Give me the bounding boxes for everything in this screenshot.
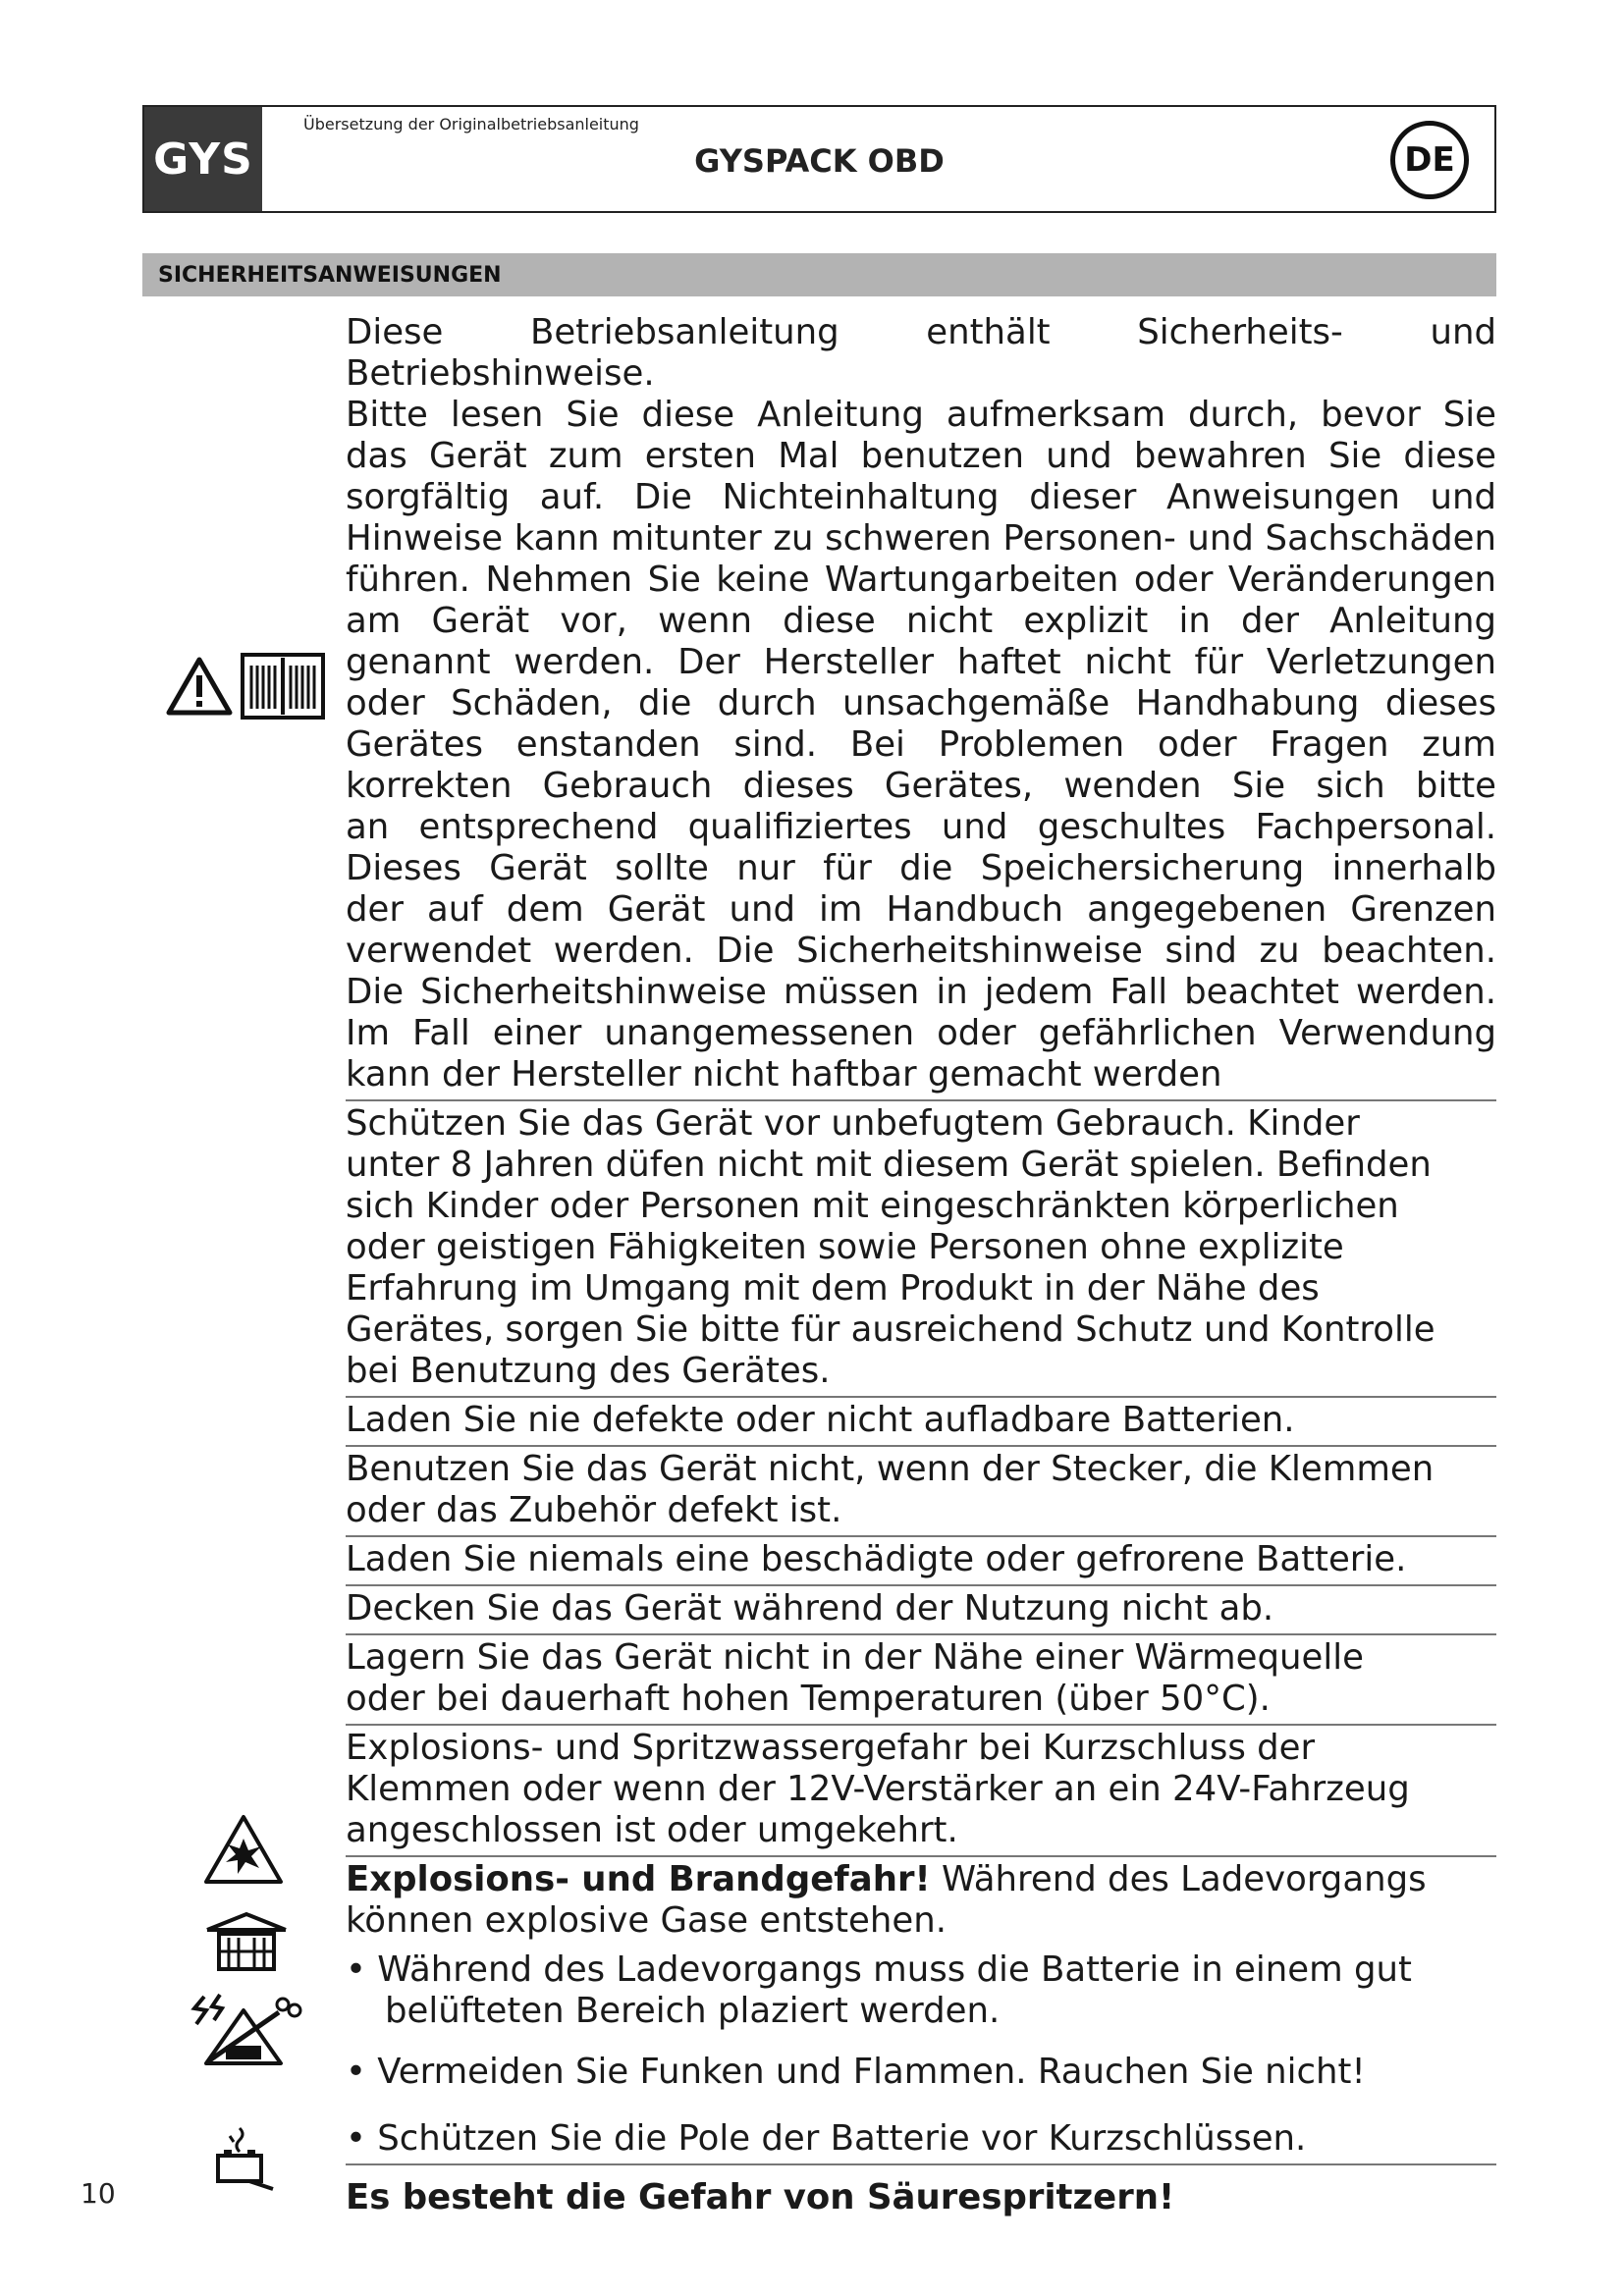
header-subtitle: Übersetzung der Originalbetriebsanleitung (303, 115, 639, 133)
text-line: oder Schäden, die durch unsachgemäße Handhabung dieses (346, 683, 1496, 723)
rule-item (346, 1398, 1496, 1447)
acid-warning (346, 2165, 1496, 2222)
text-line (346, 1859, 1496, 1900)
logo-text: GYS (153, 133, 253, 185)
text-line: oder bei dauerhaft hohen Temperaturen (über 50°C). (346, 1679, 1271, 1719)
document-header (142, 105, 1496, 213)
text-line: Klemmen oder wenn der 12V-Verstärker an ein 24V-Fahrzeug (346, 1769, 1410, 1809)
text-line: oder geistigen Fähigkeiten sowie Personen ohne explizite (346, 1227, 1344, 1267)
text-line: korrekten Gebrauch dieses Gerätes, wenden Sie sich bitte (346, 766, 1496, 806)
rule-item (346, 1447, 1496, 1537)
text-line: Im Fall einer unangemessenen oder gefährlichen Verwendung (346, 1013, 1496, 1053)
ventilation-bullet: • Während des Ladevorgangs muss die Batterie in einem gut (346, 1949, 1412, 1990)
text-line: Gerätes enstanden sind. Bei Problemen oder Fragen zum (346, 724, 1496, 765)
text-line: genannt werden. Der Hersteller haftet nicht für Verletzungen (346, 642, 1496, 682)
text-line: sorgfältig auf. Die Nichteinhaltung dieser Anweisungen und (346, 477, 1496, 517)
text-line: kann der Hersteller nicht haftbar gemacht werden (346, 1054, 1222, 1095)
text-line: sich Kinder oder Personen mit eingeschränkten körperlichen (346, 1186, 1399, 1226)
children-warning (346, 1101, 1496, 1398)
text-line: am Gerät vor, wenn diese nicht explizit in der Anleitung (346, 601, 1496, 641)
text-line: an entsprechend qualifiziertes und geschultes Fachpersonal. (346, 807, 1496, 847)
short-circuit-bullet: • Schützen Sie die Pole der Batterie vor Kurzschlüssen. (346, 2118, 1307, 2159)
rule-item (346, 1726, 1496, 1857)
language-badge: DE (1390, 121, 1469, 199)
text-line: Schützen Sie das Gerät vor unbefugtem Gebrauch. Kinder (346, 1103, 1360, 1144)
explosion-warning-text: Während des Ladevorgangs (930, 1859, 1427, 1899)
text-line: oder das Zubehör defekt ist. (346, 1490, 842, 1530)
text-line: Explosions- und Spritzwassergefahr bei Kurzschluss der (346, 1728, 1316, 1768)
ventilation-icon (203, 1910, 290, 1973)
safety-content (346, 310, 1496, 2222)
text-line: der auf dem Gerät und im Handbuch angegebenen Grenzen (346, 889, 1496, 930)
text-line: Bitte lesen Sie diese Anleitung aufmerksam durch, bevor Sie (346, 395, 1496, 435)
text-line: können explosive Gase entstehen. (346, 1900, 947, 1941)
text-line: das Gerät zum ersten Mal benutzen und bewahren Sie diese (346, 436, 1496, 476)
text-line: Diese Betriebsanleitung enthält Sicherheits- und Betriebshinweise. (346, 312, 1496, 394)
text-line: führen. Nehmen Sie keine Wartungarbeiten oder Veränderungen (346, 560, 1496, 600)
ventilation-bullet-continued: belüfteten Bereich plaziert werden. (385, 1991, 1001, 2031)
text-line: Die Sicherheitshinweise müssen in jedem Fall beachtet werden. (346, 972, 1496, 1012)
section-title: SICHERHEITSANWEISUNGEN (142, 253, 1496, 296)
text-line: Gerätes, sorgen Sie bitte für ausreichend Schutz und Kontrolle (346, 1309, 1435, 1350)
no-sparks-bullet: • Vermeiden Sie Funken und Flammen. Rauchen Sie nicht! (346, 2052, 1366, 2092)
text-line: unter 8 Jahren düfen nicht mit diesem Gerät spielen. Befinden (346, 1145, 1432, 1185)
text-line: Benutzen Sie das Gerät nicht, wenn der Stecker, die Klemmen (346, 1449, 1435, 1489)
text-line: Laden Sie niemals eine beschädigte oder gefrorene Batterie. (346, 1539, 1407, 1579)
rule-item (346, 1635, 1496, 1726)
page-number: 10 (81, 2177, 116, 2210)
text-line: Decken Sie das Gerät während der Nutzung nicht ab. (346, 1588, 1274, 1629)
acid-warning-text: Es besteht die Gefahr von Säurespritzern! (346, 2177, 1175, 2217)
text-line: Hinweise kann mitunter zu schweren Personen- und Sachschäden (346, 518, 1496, 559)
text-line: Laden Sie nie defekte oder nicht aufladbare Batterien. (346, 1400, 1295, 1440)
text-line: Erfahrung im Umgang mit dem Produkt in der Nähe des (346, 1268, 1320, 1308)
warning-triangle-icon (165, 656, 234, 717)
text-line: bei Benutzung des Gerätes. (346, 1351, 831, 1391)
rule-item (346, 1586, 1496, 1635)
text-line: angeschlossen ist oder umgekehrt. (346, 1810, 958, 1850)
text-line: Lagern Sie das Gerät nicht in der Nähe einer Wärmequelle (346, 1637, 1364, 1678)
explosion-warning (346, 1857, 1496, 2165)
text-line: Dieses Gerät sollte nur für die Speichersicherung innerhalb (346, 848, 1496, 888)
explosion-warning-heading: Explosions- und Brandgefahr! (346, 1859, 931, 1899)
explosion-hazard-icon (202, 1813, 285, 1886)
document-title: GYSPACK OBD (694, 142, 945, 180)
rule-item (346, 1537, 1496, 1586)
acid-battery-icon (210, 2124, 281, 2195)
general-instructions (346, 310, 1496, 1101)
manual-book-icon (240, 652, 326, 721)
no-fire-no-smoking-icon (187, 1991, 302, 2067)
text-line: verwendet werden. Die Sicherheitshinweise sind zu beachten. (346, 931, 1496, 971)
